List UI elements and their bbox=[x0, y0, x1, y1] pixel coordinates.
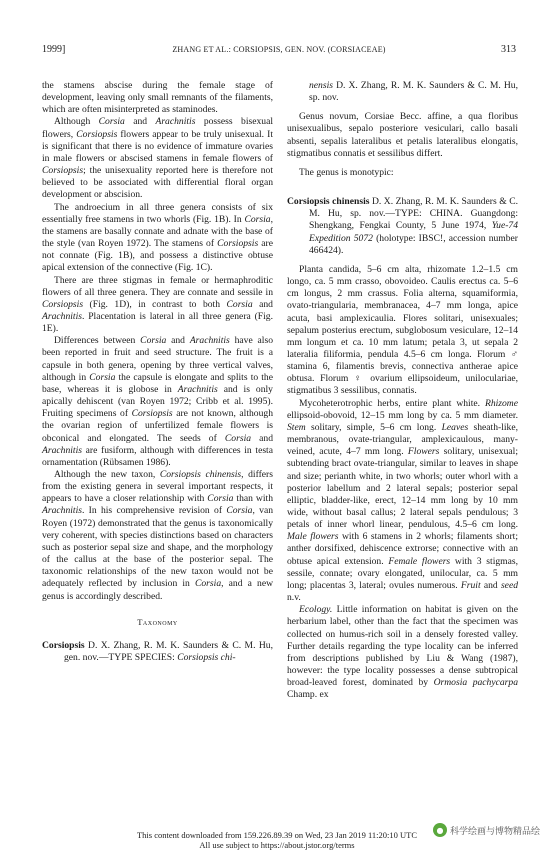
italic-term: Corsia bbox=[140, 335, 167, 347]
latin-diagnosis-genus: Genus novum, Corsiae Becc. affine, a qua floribus unisexualibus, sepalo posteriore vesiculari, callo basali absenti, sepalis lateralibus et petalis lateralibus elongatis, stigmatibus connatis et sessilibus differt. bbox=[287, 111, 518, 159]
paragraph-stamens: the stamens abscise during the female stage of development, leaving only small remnants of the filaments, which are often misinterpreted as staminodes. bbox=[42, 80, 273, 116]
italic-term: seed bbox=[500, 579, 518, 591]
watermark-text: 科学绘画与博物精品绘 bbox=[449, 826, 540, 837]
italic-term: Corsiopsis chi- bbox=[177, 652, 236, 664]
species-entry: Corsiopsis chinensis D. X. Zhang, R. M. K. Saunders & C. M. Hu, sp. nov.—TYPE: CHINA. Guangdong: Shengkang, Fengkai County, 5 June 1974, Yue-74 Expedition 5072 (holotype: IBSC!, accession number 466424). bbox=[287, 196, 518, 256]
italic-term: Corsia bbox=[194, 578, 222, 590]
watermark bbox=[433, 823, 540, 837]
ecology-paragraph: Ecology. Little information on habitat is given on the herbarium label, other than the fact that the specimen was collected on humus-rich soil in a densely forested valley. Further details regarding the type locality can be inferred from descriptions published by Liu & Wang (1987), however: the type locality possesses a dense subtropical broad-leaved forest, dominated by Ormosia pachycarpa Champ. ex bbox=[287, 604, 518, 701]
paragraph-androecium: The androecium in all three genera consists of six essentially free stamens in two whorls (Fig. 1B). In Corsia, the stamens are basally connate and adnate with the base of the style (van Royen 1972). The stamens of Corsiopsis are not connate (Fig. 1B), and possess a distinctive obtuse apical extension of the connective (Fig. 1C). bbox=[42, 201, 273, 274]
italic-term: nensis bbox=[309, 80, 333, 91]
italic-term: Corsiopsis bbox=[217, 238, 259, 250]
italic-term: Corsia bbox=[226, 505, 253, 517]
italic-term: Yue-74 Expedition 5072 bbox=[309, 220, 518, 244]
page-number: 313 bbox=[501, 44, 516, 55]
right-column bbox=[287, 80, 518, 702]
download-line: This content downloaded from 159.226.89.39 on Wed, 23 Jan 2019 11:20:10 UTC bbox=[136, 830, 418, 840]
italic-term: Arachnitis bbox=[42, 505, 82, 517]
italic-term: Corsiopsis bbox=[42, 165, 84, 177]
section-heading-taxonomy: Taxonomy bbox=[137, 616, 178, 627]
wechat-icon: ● bbox=[433, 823, 447, 837]
italic-term: Female flowers bbox=[388, 555, 451, 567]
italic-term: Corsiopsis chinensis bbox=[159, 469, 242, 480]
italic-term: Arachnitis bbox=[42, 310, 82, 322]
bold-name: Corsiopsis chinensis bbox=[287, 196, 370, 208]
italic-term: Male flowers bbox=[287, 531, 339, 543]
italic-term: Arachnitis bbox=[42, 444, 82, 456]
italic-term: Arachnitis bbox=[189, 335, 230, 347]
italic-term: Corsia bbox=[98, 116, 125, 128]
italic-term: Leaves bbox=[441, 421, 469, 433]
page-header bbox=[42, 44, 516, 58]
italic-term: Ecology. bbox=[299, 604, 333, 616]
paragraph-fruit: Differences between Corsia and Arachnitis have also been reported in fruit and seed structure. The fruit is a capsule in both genera, opening by three vertical valves, although in Corsia the capsule is elongate and splits to the base, whereas it is globose in Arachnitis and is only apically dehiscent (van Royen 1972; Cribb et al. 1995). Fruiting specimens of Corsiopsis are not known, although the ovarian region of unfertilized female flowers is obconical and elongated. The seeds of Corsia and Arachnitis are fusiform, although with differences in testa ornamentation (Rübsamen 1986). bbox=[42, 335, 273, 468]
italic-term: Arachnitis bbox=[155, 116, 196, 128]
italic-term: Rhizome bbox=[484, 397, 518, 409]
italic-term: Flowers bbox=[407, 446, 440, 458]
italic-term: Fruit bbox=[460, 579, 481, 591]
italic-term: Corsia bbox=[224, 432, 252, 444]
bold-name: Corsiopsis bbox=[42, 639, 85, 651]
latin-diagnosis-species: Planta candida, 5–6 cm alta, rhizomate 1.2–1.5 cm longo, ca. 5 mm crasso, obovoideo. Caulis erectus ca. 5–6 cm longus, 2 mm crassus. Folia alterna, squamiformia, ovato-triangularia, membranacea, 4–7 mm longa, apice acuta, basi amplexicaulia. Flores solitari, unisexuales; sepalum posterius erectum, subglobosum vesiculare, 12–14 mm longum et ca. 10 mm latum; petala 3, ut sepala 2 lateralia filiformia, pendula 4.5–6 cm longa. Florum ♂ stamina 6, filamentis brevis, connectiva antherae apice obtusa. Florum ♀ ovarium ellipsoideum, uniloculariae, stigmatibus 3 sessilibus, connatis. bbox=[287, 263, 518, 397]
italic-term: Stem bbox=[287, 421, 306, 433]
volume-year: 1999] bbox=[42, 44, 66, 55]
paragraph-stigmas: There are three stigmas in female or hermaphroditic flowers of all three genera. They are connate and sessile in Corsiopsis (Fig. 1D), in contrast to both Corsia and Arachnitis. Placentation is lateral in all three genera (Fig. 1E). bbox=[42, 274, 273, 335]
genus-entry: Corsiopsis D. X. Zhang, R. M. K. Saunders & C. M. Hu, gen. nov.—TYPE SPECIES: Corsiopsis chi- bbox=[42, 639, 273, 664]
italic-term: Ormosia pachycarpa bbox=[433, 677, 518, 689]
italic-term: Corsiopsis bbox=[42, 298, 84, 310]
terms-line: All use subject to https://about.jstor.org/terms bbox=[199, 840, 355, 850]
italic-term: Corsia bbox=[207, 493, 234, 505]
italic-term: Arachnitis bbox=[177, 383, 218, 395]
paragraph-relationship: Although the new taxon, Corsiopsis chinensis, differs from the existing genera in several important respects, it appears to have a closer relationship with Corsia than with Arachnitis. In his comprehensive revision of Corsia, van Royen (1972) demonstrated that the genus is taxonomically very coherent, with species distinctions based on characters such as posterior sepal size and shape, and the morphology of the callus at the base of the posterior sepal. The taxonomic relationships of the new taxon would not be adequately reflected by inclusion in Corsia, and a new genus is accordingly described. bbox=[42, 469, 274, 602]
italic-term: Corsia bbox=[89, 371, 116, 383]
paragraph-unisexual: Although Corsia and Arachnitis possess bisexual flowers, Corsiopsis flowers appear to be truly unisexual. It is significant that there is no evidence of immature ovaries in male flowers or abscised stamens in female flowers of Corsiopsis; the unisexuality reported here is therefore not believed to be associated with differential floral organ development or abscision. bbox=[42, 116, 273, 201]
italic-term: Corsia bbox=[226, 298, 253, 310]
italic-term: Corsiopsis bbox=[131, 408, 173, 420]
left-column bbox=[42, 80, 273, 664]
monotypic-note: The genus is monotypic: bbox=[299, 166, 394, 178]
running-title: ZHANG ET AL.: CORSIOPSIS, GEN. NOV. (CORSIACEAE) bbox=[172, 45, 386, 54]
genus-entry-continued: nensis D. X. Zhang, R. M. K. Saunders & C. M. Hu, sp. nov. bbox=[309, 80, 518, 104]
species-description: Mycoheterotrophic herbs, entire plant white. Rhizome ellipsoid-obovoid, 12–15 mm long by ca. 5 mm diameter. Stem solitary, simple, 5–6 cm long. Leaves sheath-like, membranous, ovate-triangular, amplexicaulous, many-veined, acute, 4–7 mm long. Flowers solitary, unisexual; subtending bract ovate-triangular, similar to leaves in shape and size; perianth white, in two whorls; outer whorl with a posterior labellum and 2 lateral sepals; posterior sepal elliptic, bladder-like, erect, 12–14 mm long by 10 mm wide, without basal callus; 2 lateral sepals pendulous; 3 petals of inner whorl linear, pendulous, 4.5–6 cm long. Male flowers with 6 stamens in 2 whorls; filaments short; anther dorsifixed, dehiscence extrorse; connective with an obtuse apical extension. Female flowers with 3 stigmas, sessile, connate; ovary elongated, unilocular, ca. 5 mm long; placentas 3, lateral; ovules numerous. Fruit and seed n.v. bbox=[287, 397, 519, 604]
italic-term: Corsiopsis bbox=[76, 128, 118, 140]
italic-term: Corsia bbox=[244, 213, 271, 225]
